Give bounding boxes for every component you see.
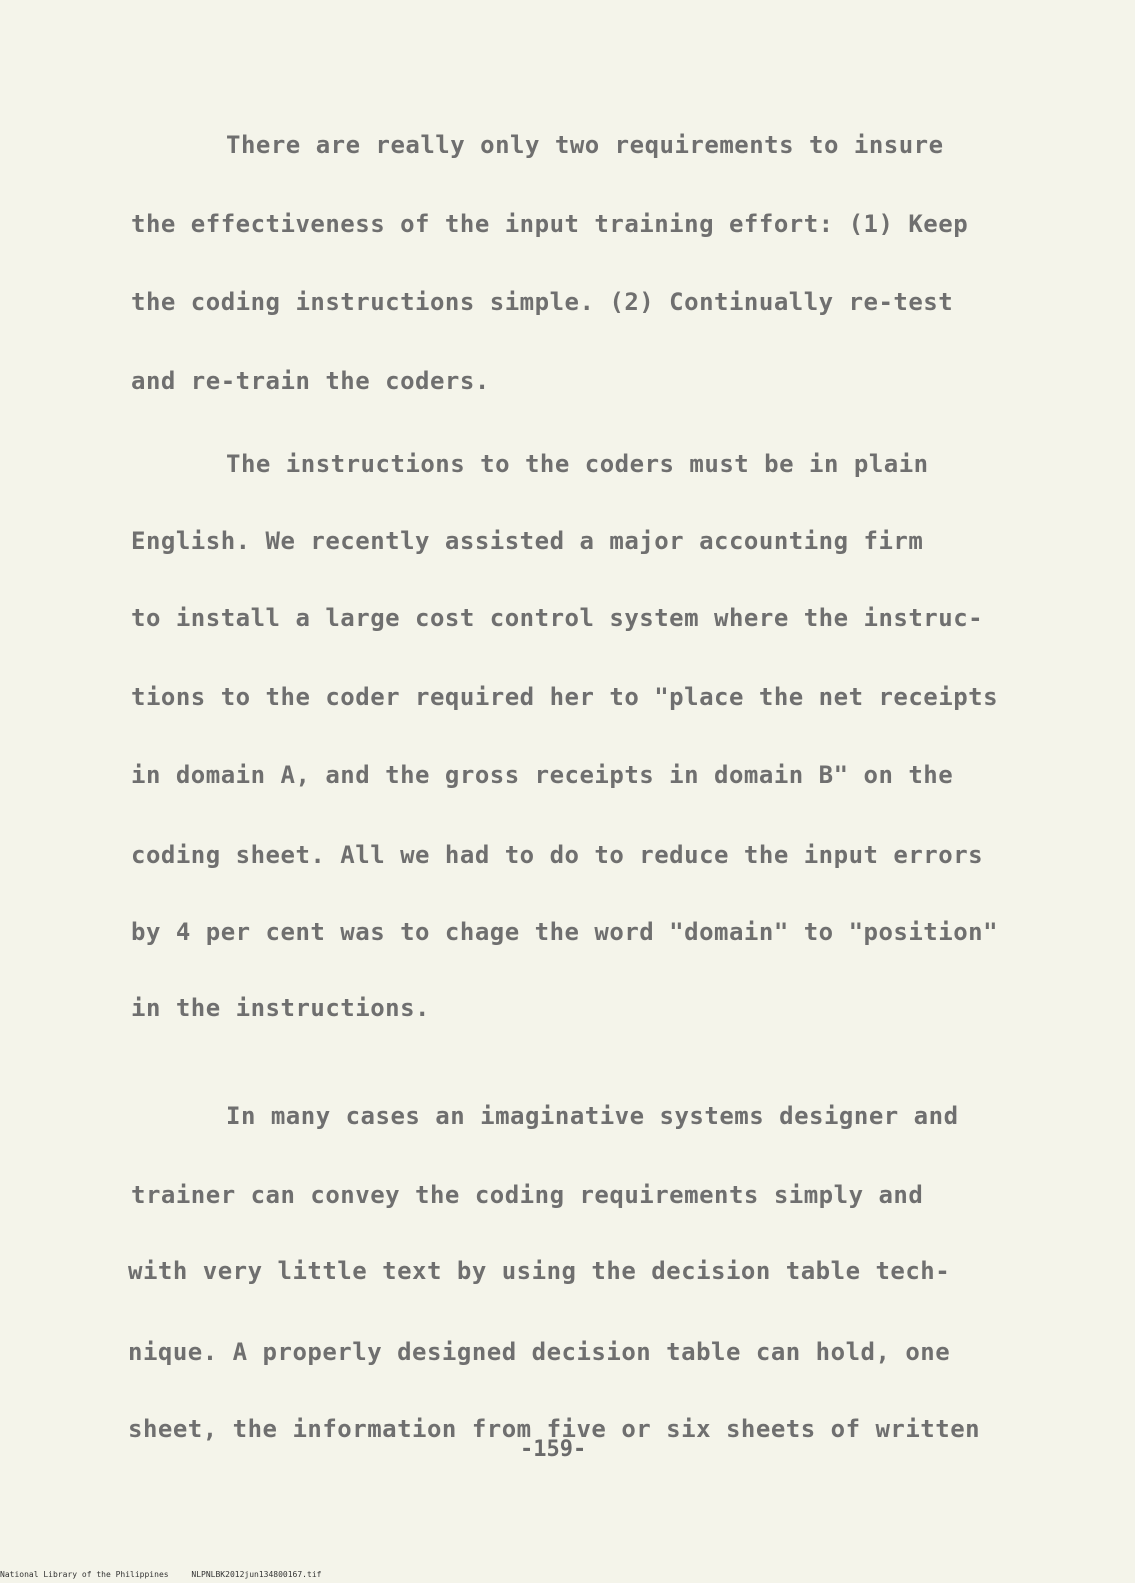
footer-filename: NLPNLBK2012jun134800167.tif — [191, 1570, 322, 1579]
text-line-8: tions to the coder required her to "place the net receipts — [131, 683, 999, 711]
text-line-13: In many cases an imaginative systems designer and — [226, 1102, 959, 1130]
text-line-12: in the instructions. — [131, 994, 430, 1022]
scan-footer — [0, 1570, 339, 1579]
text-line-15: with very little text by using the decision table tech- — [128, 1257, 951, 1285]
text-line-3: the coding instructions simple. (2) Continually re-test — [131, 288, 954, 316]
page-number: -159- — [520, 1437, 587, 1462]
text-line-4: and re-train the coders. — [131, 367, 490, 395]
text-line-2: the effectiveness of the input training effort: (1) Keep — [131, 210, 969, 238]
text-line-7: to install a large cost control system where the instruc- — [131, 604, 984, 632]
footer-library: National Library of the Philippines — [0, 1570, 169, 1579]
text-line-9: in domain A, and the gross receipts in domain B" on the — [131, 761, 954, 789]
text-line-5: The instructions to the coders must be in plain — [226, 450, 929, 478]
text-line-11: by 4 per cent was to chage the word "domain" to "position" — [131, 918, 999, 946]
text-line-16: nique. A properly designed decision table can hold, one — [128, 1338, 951, 1366]
text-line-14: trainer can convey the coding requirements simply and — [131, 1181, 924, 1209]
text-line-10: coding sheet. All we had to do to reduce the input errors — [131, 841, 984, 869]
text-line-17: sheet, the information from five or six sheets of written — [128, 1415, 981, 1443]
text-line-1: There are really only two requirements to insure — [226, 131, 944, 159]
text-line-6: English. We recently assisted a major accounting firm — [131, 527, 924, 555]
